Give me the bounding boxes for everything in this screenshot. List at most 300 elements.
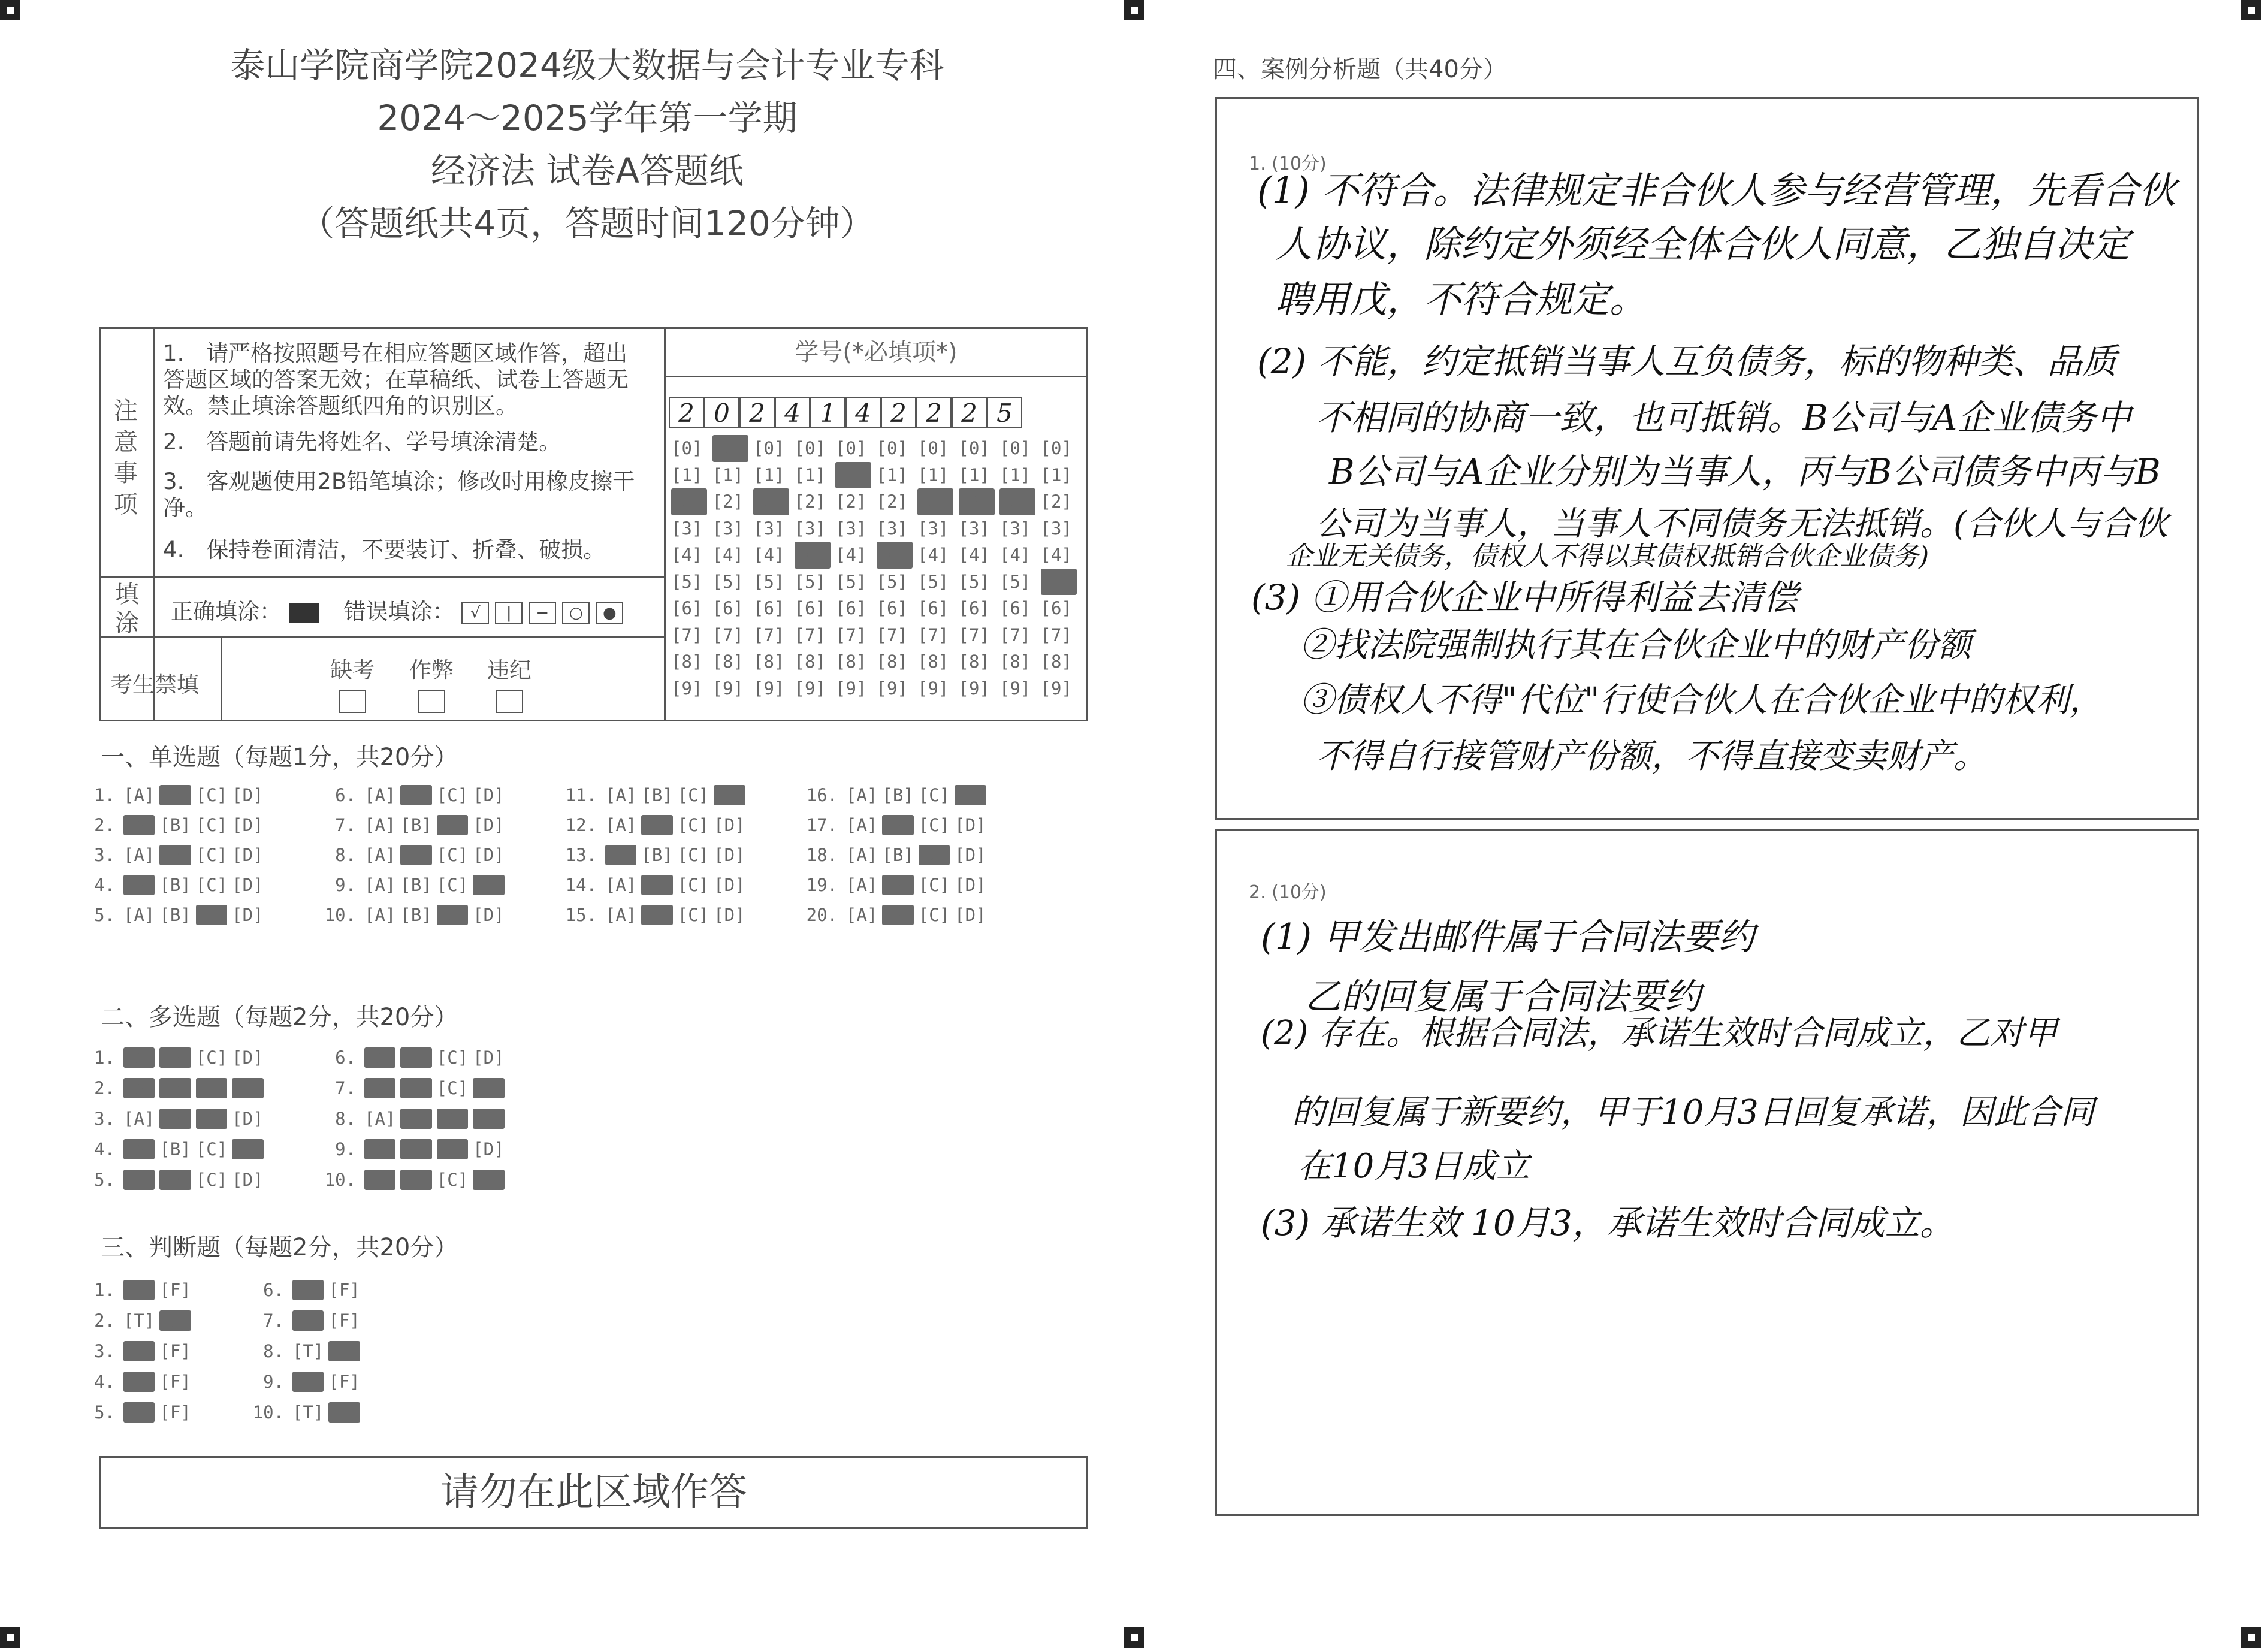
id-bubble[interactable]: [7] [753, 624, 785, 645]
id-bubble[interactable]: [3] [917, 518, 949, 539]
question-number: 11. [565, 785, 597, 805]
id-bubble[interactable]: [6] [671, 598, 703, 618]
option-bubble[interactable]: [C] [436, 1078, 469, 1098]
question-row [78, 815, 268, 835]
question-row [801, 785, 991, 805]
id-bubble[interactable]: [0] [753, 438, 785, 458]
id-bubble[interactable]: [2] [917, 488, 953, 515]
option-bubble[interactable]: [D] [473, 815, 505, 835]
option-bubble[interactable]: [B] [400, 1078, 432, 1098]
id-bubble[interactable]: [0] [958, 438, 990, 458]
question-number: 7. [335, 1078, 356, 1098]
wrong-mark-bar: | [495, 602, 523, 624]
option-bubble[interactable]: [C] [436, 1139, 469, 1159]
question-number: 3. [94, 845, 115, 865]
id-bubble[interactable]: [8] [835, 651, 867, 672]
option-bubble[interactable]: [D] [473, 875, 505, 895]
option-bubble[interactable]: [C] [195, 785, 228, 805]
violation-checkbox [496, 690, 523, 713]
id-bubble[interactable]: [0] [999, 438, 1031, 458]
option-bubble[interactable]: [D] [473, 1047, 505, 1068]
id-bubble[interactable]: [7] [1040, 624, 1072, 645]
option-bubble[interactable]: [A] [605, 845, 637, 865]
question-number: 7. [263, 1310, 284, 1331]
option-bubble[interactable]: [B] [641, 815, 673, 835]
id-bubble[interactable]: [8] [999, 651, 1031, 672]
notice-item-1: 1. 请严格按照题号在相应答题区域作答，超出答题区域的答案无效；在草稿纸、试卷上答题无效。禁止填涂答题纸四角的识别区。 [163, 340, 629, 419]
id-bubble[interactable]: [3] [794, 518, 826, 539]
option-bubble[interactable]: [C] [195, 1139, 228, 1159]
option-bubble[interactable]: [D] [714, 815, 745, 835]
q1-answer-line: 不得自行接管财产份额，不得直接变卖财产。 [1316, 737, 1987, 776]
option-bubble[interactable]: [F] [159, 1402, 191, 1423]
question-number: 8. [263, 1341, 284, 1361]
option-bubble[interactable]: [C] [195, 875, 228, 895]
question-row [319, 875, 509, 895]
option-bubble[interactable]: [T] [292, 1341, 324, 1361]
option-bubble[interactable]: [B] [400, 815, 432, 835]
option-bubble[interactable]: [A] [123, 1170, 155, 1190]
id-bubble[interactable]: [4] [999, 545, 1031, 565]
option-bubble[interactable]: [F] [328, 1402, 360, 1423]
option-bubble[interactable]: [D] [714, 875, 745, 895]
option-bubble[interactable]: [T] [123, 1310, 155, 1331]
student-id-bubble-column [999, 435, 1035, 702]
id-bubble[interactable]: [9] [958, 678, 990, 699]
id-bubble[interactable]: [0] [917, 438, 949, 458]
option-bubble[interactable]: [C] [195, 1078, 228, 1098]
option-bubble[interactable]: [B] [641, 845, 673, 865]
option-bubble[interactable]: [C] [918, 875, 950, 895]
option-bubble[interactable]: [C] [677, 785, 709, 805]
option-bubble[interactable]: [C] [677, 845, 709, 865]
option-bubble[interactable]: [C] [436, 1170, 469, 1190]
option-bubble[interactable]: [B] [159, 1078, 191, 1098]
corner-mark [1124, 0, 1144, 20]
id-bubble[interactable]: [8] [671, 651, 703, 672]
id-bubble[interactable]: [8] [1040, 651, 1072, 672]
option-bubble[interactable]: [B] [159, 1139, 191, 1159]
id-bubble[interactable]: [5] [917, 571, 949, 592]
id-bubble[interactable]: [2] [753, 488, 789, 515]
option-bubble[interactable]: [B] [159, 905, 191, 925]
question-row [78, 875, 268, 895]
option-bubble[interactable]: [B] [159, 785, 191, 805]
id-bubble[interactable]: [2] [835, 491, 867, 512]
option-bubble[interactable]: [B] [882, 875, 914, 895]
question-number: 14. [565, 875, 597, 895]
id-bubble[interactable]: [9] [1040, 678, 1072, 699]
option-bubble[interactable]: [T] [123, 1402, 155, 1423]
id-bubble[interactable]: [1] [753, 464, 785, 485]
option-bubble[interactable]: [D] [473, 785, 505, 805]
wrong-mark-dot: ● [596, 602, 623, 624]
option-bubble[interactable]: [F] [328, 1280, 360, 1300]
id-bubble[interactable]: [3] [712, 518, 744, 539]
question-number: 6. [335, 785, 356, 805]
id-bubble[interactable]: [4] [877, 542, 913, 569]
option-bubble[interactable]: [B] [159, 1170, 191, 1190]
question-row [319, 815, 509, 835]
option-bubble[interactable]: [D] [955, 905, 986, 925]
option-bubble[interactable]: [T] [292, 1402, 324, 1423]
id-bubble[interactable]: [8] [958, 651, 990, 672]
question-row [801, 875, 991, 895]
option-bubble[interactable]: [A] [846, 815, 878, 835]
option-bubble[interactable]: [C] [195, 815, 228, 835]
id-bubble[interactable]: [6] [1040, 598, 1072, 618]
option-bubble[interactable]: [T] [123, 1341, 155, 1361]
id-bubble[interactable]: [3] [753, 518, 785, 539]
option-bubble[interactable]: [A] [846, 785, 878, 805]
question-number: 6. [263, 1280, 284, 1300]
id-bubble[interactable]: [3] [671, 518, 703, 539]
option-bubble[interactable]: [C] [195, 1170, 228, 1190]
question-row [560, 815, 750, 835]
option-bubble[interactable]: [D] [714, 845, 745, 865]
id-bubble[interactable]: [5] [999, 571, 1031, 592]
option-bubble[interactable]: [D] [473, 1170, 505, 1190]
question-number: 20. [806, 905, 838, 925]
id-bubble[interactable]: [7] [794, 624, 826, 645]
id-bubble[interactable]: [8] [753, 651, 785, 672]
id-bubble[interactable]: [3] [1040, 518, 1072, 539]
multi-choice-title: 二、多选题（每题2分，共20分） [101, 1004, 458, 1031]
id-bubble[interactable]: [9] [671, 678, 703, 699]
option-bubble[interactable]: [D] [232, 1109, 264, 1129]
option-bubble[interactable]: [A] [123, 815, 155, 835]
id-bubble[interactable]: [0] [794, 438, 826, 458]
option-bubble[interactable]: [D] [232, 1047, 264, 1068]
id-bubble[interactable]: [2] [1040, 491, 1072, 512]
id-bubble[interactable]: [3] [835, 518, 867, 539]
wrong-mark-dash: − [529, 602, 556, 624]
question-row [247, 1372, 365, 1392]
option-bubble[interactable]: [D] [473, 905, 505, 925]
option-bubble[interactable]: [B] [400, 1139, 432, 1159]
id-bubble[interactable]: [1] [999, 464, 1031, 485]
id-bubble[interactable]: [6] [712, 598, 744, 618]
question-number: 5. [94, 1170, 115, 1190]
id-bubble[interactable]: [9] [753, 678, 785, 699]
option-bubble[interactable]: [C] [677, 905, 709, 925]
option-bubble[interactable]: [D] [955, 845, 986, 865]
option-bubble[interactable]: [B] [400, 1047, 432, 1068]
option-bubble[interactable]: [C] [195, 1109, 228, 1129]
id-bubble[interactable]: [3] [876, 518, 908, 539]
option-bubble[interactable]: [B] [400, 905, 432, 925]
option-bubble[interactable]: [T] [292, 1372, 324, 1392]
id-bubble[interactable]: [7] [917, 624, 949, 645]
id-bubble[interactable]: [6] [794, 598, 826, 618]
option-bubble[interactable]: [D] [473, 845, 505, 865]
id-bubble[interactable]: [6] [917, 598, 949, 618]
question-number: 2. [94, 815, 115, 835]
question-row [78, 1310, 196, 1331]
student-id-bubble-column [1041, 435, 1077, 702]
id-bubble[interactable]: [4] [958, 545, 990, 565]
id-bubble[interactable]: [6] [835, 598, 867, 618]
id-bubble[interactable]: [0] [1040, 438, 1072, 458]
id-bubble[interactable]: [1] [1040, 464, 1072, 485]
id-bubble[interactable]: [1] [712, 464, 744, 485]
option-bubble[interactable]: [B] [400, 875, 432, 895]
id-bubble[interactable]: [7] [712, 624, 744, 645]
id-bubble[interactable]: [5] [835, 571, 867, 592]
option-bubble[interactable]: [A] [605, 785, 637, 805]
option-bubble[interactable]: [F] [159, 1310, 191, 1331]
id-bubble[interactable]: [1] [917, 464, 949, 485]
id-bubble[interactable]: [7] [876, 624, 908, 645]
id-bubble[interactable]: [2] [794, 491, 826, 512]
option-bubble[interactable]: [D] [232, 815, 264, 835]
id-bubble[interactable]: [6] [999, 598, 1031, 618]
question-number: 9. [263, 1372, 284, 1392]
option-bubble[interactable]: [B] [400, 845, 432, 865]
id-bubble[interactable]: [6] [753, 598, 785, 618]
id-bubble[interactable]: [8] [712, 651, 744, 672]
id-bubble[interactable]: [7] [835, 624, 867, 645]
id-bubble[interactable]: [9] [794, 678, 826, 699]
option-bubble[interactable]: [A] [364, 1170, 396, 1190]
option-bubble[interactable]: [A] [364, 785, 396, 805]
option-bubble[interactable]: [C] [436, 785, 469, 805]
option-bubble[interactable]: [F] [159, 1280, 191, 1300]
option-bubble[interactable]: [T] [123, 1372, 155, 1392]
option-bubble[interactable]: [A] [123, 1047, 155, 1068]
question-row [560, 875, 750, 895]
option-bubble[interactable]: [A] [364, 905, 396, 925]
student-id-digit: 4 [775, 397, 810, 428]
id-bubble[interactable]: [5] [712, 571, 744, 592]
option-bubble[interactable]: [A] [605, 905, 637, 925]
option-bubble[interactable]: [D] [473, 1078, 505, 1098]
option-bubble[interactable]: [C] [436, 815, 469, 835]
id-bubble[interactable]: [9] [917, 678, 949, 699]
option-bubble[interactable]: [A] [123, 875, 155, 895]
option-bubble[interactable]: [A] [123, 845, 155, 865]
option-bubble[interactable]: [F] [159, 1372, 191, 1392]
id-bubble[interactable]: [2] [999, 488, 1035, 515]
option-bubble[interactable]: [T] [292, 1280, 324, 1300]
id-bubble[interactable]: [1] [794, 464, 826, 485]
option-bubble[interactable]: [D] [232, 845, 264, 865]
option-bubble[interactable]: [B] [400, 1109, 432, 1129]
option-bubble[interactable]: [A] [605, 875, 637, 895]
option-bubble[interactable]: [D] [232, 1170, 264, 1190]
option-bubble[interactable]: [B] [641, 785, 673, 805]
wrong-mark-circle: ○ [562, 602, 590, 624]
option-bubble[interactable]: [A] [123, 785, 155, 805]
option-bubble[interactable]: [B] [882, 785, 914, 805]
option-bubble[interactable]: [D] [955, 815, 986, 835]
id-bubble[interactable]: [6] [876, 598, 908, 618]
id-bubble[interactable]: [8] [794, 651, 826, 672]
option-bubble[interactable]: [D] [473, 1109, 505, 1129]
option-bubble[interactable]: [F] [159, 1341, 191, 1361]
id-bubble[interactable]: [7] [671, 624, 703, 645]
option-bubble[interactable]: [A] [364, 1047, 396, 1068]
q2-answer-line: (2) 存在。根据合同法，承诺生效时合同成立，乙对甲 [1261, 1014, 2058, 1053]
id-bubble[interactable]: [5] [794, 571, 826, 592]
header-line-4: （答题纸共4页，答题时间120分钟） [300, 203, 875, 244]
id-bubble[interactable]: [4] [753, 545, 785, 565]
id-bubble[interactable]: [4] [835, 545, 867, 565]
id-bubble[interactable]: [5] [876, 571, 908, 592]
option-bubble[interactable]: [C] [436, 875, 469, 895]
id-bubble[interactable]: [7] [958, 624, 990, 645]
id-bubble[interactable]: [8] [876, 651, 908, 672]
option-bubble[interactable]: [B] [159, 1047, 191, 1068]
id-bubble[interactable]: [3] [999, 518, 1031, 539]
forbidden-label: 考生禁填 [110, 672, 199, 697]
option-bubble[interactable]: [B] [400, 785, 432, 805]
id-bubble[interactable]: [9] [999, 678, 1031, 699]
option-bubble[interactable]: [D] [232, 1078, 264, 1098]
student-id-digit: 4 [845, 397, 881, 428]
option-bubble[interactable]: [D] [714, 785, 745, 805]
option-bubble[interactable]: [F] [328, 1310, 360, 1331]
option-bubble[interactable]: [B] [159, 875, 191, 895]
id-bubble[interactable]: [3] [958, 518, 990, 539]
question-row [247, 1310, 365, 1331]
q1-answer-line: 公司为当事人，当事人不同债务无法抵销。(合伙人与合伙 [1316, 505, 2168, 543]
option-bubble[interactable]: [C] [436, 1109, 469, 1129]
option-bubble[interactable]: [D] [232, 875, 264, 895]
id-bubble[interactable]: [0] [712, 435, 748, 462]
student-id-digits [669, 397, 1022, 428]
header-line-1: 泰山学院商学院2024级大数据与会计专业专科 [230, 45, 944, 86]
id-bubble[interactable]: [9] [835, 678, 867, 699]
id-bubble[interactable]: [5] [958, 571, 990, 592]
option-bubble[interactable]: [C] [195, 845, 228, 865]
option-bubble[interactable]: [F] [328, 1372, 360, 1392]
id-bubble[interactable]: [9] [876, 678, 908, 699]
id-bubble[interactable]: [0] [835, 438, 867, 458]
option-bubble[interactable]: [A] [605, 815, 637, 835]
option-bubble[interactable]: [F] [328, 1341, 360, 1361]
id-bubble[interactable]: [4] [712, 545, 744, 565]
option-bubble[interactable]: [C] [436, 1047, 469, 1068]
no-answer-zone: 请勿在此区域作答 [99, 1456, 1088, 1529]
q1-answer-line: (2) 不能，约定抵销当事人互负债务，标的物种类、品质 [1257, 341, 2117, 382]
option-bubble[interactable]: [D] [232, 785, 264, 805]
id-bubble[interactable]: [4] [671, 545, 703, 565]
id-bubble[interactable]: [9] [712, 678, 744, 699]
option-bubble[interactable]: [C] [195, 1047, 228, 1068]
option-bubble[interactable]: [T] [292, 1310, 324, 1331]
option-bubble[interactable]: [C] [195, 905, 228, 925]
question-row [319, 845, 509, 865]
option-bubble[interactable]: [A] [364, 1078, 396, 1098]
id-bubble[interactable]: [4] [795, 542, 831, 569]
option-bubble[interactable]: [B] [882, 845, 914, 865]
id-bubble[interactable]: [1] [876, 464, 908, 485]
question-number: 10. [252, 1402, 284, 1423]
id-bubble[interactable]: [0] [876, 438, 908, 458]
option-bubble[interactable]: [D] [955, 785, 986, 805]
option-bubble[interactable]: [B] [159, 1109, 191, 1129]
id-bubble[interactable]: [4] [1040, 545, 1072, 565]
id-bubble[interactable]: [8] [917, 651, 949, 672]
id-bubble[interactable]: [2] [712, 491, 744, 512]
id-bubble[interactable]: [0] [671, 438, 703, 458]
option-bubble[interactable]: [A] [123, 905, 155, 925]
option-bubble[interactable]: [B] [159, 845, 191, 865]
option-bubble[interactable]: [A] [364, 845, 396, 865]
id-bubble[interactable]: [6] [958, 598, 990, 618]
id-bubble[interactable]: [2] [671, 488, 707, 515]
student-id-digit: 5 [987, 397, 1022, 428]
option-bubble[interactable]: [D] [714, 905, 745, 925]
option-bubble[interactable]: [A] [123, 1139, 155, 1159]
option-bubble[interactable]: [A] [846, 905, 878, 925]
question-number: 1. [94, 1280, 115, 1300]
id-bubble[interactable]: [5] [671, 571, 703, 592]
option-bubble[interactable]: [A] [364, 1109, 396, 1129]
option-bubble[interactable]: [C] [436, 905, 469, 925]
option-bubble[interactable]: [B] [159, 815, 191, 835]
question-number: 5. [94, 905, 115, 925]
option-bubble[interactable]: [C] [918, 845, 950, 865]
option-bubble[interactable]: [C] [677, 875, 709, 895]
id-bubble[interactable]: [1] [671, 464, 703, 485]
option-bubble[interactable]: [B] [882, 905, 914, 925]
id-bubble[interactable]: [2] [876, 491, 908, 512]
id-bubble[interactable]: [1] [835, 462, 871, 489]
option-bubble[interactable]: [A] [846, 845, 878, 865]
question-number: 1. [94, 785, 115, 805]
question-row [78, 845, 268, 865]
option-bubble[interactable]: [B] [641, 905, 673, 925]
option-bubble[interactable]: [C] [918, 785, 950, 805]
option-bubble[interactable]: [A] [364, 815, 396, 835]
option-bubble[interactable]: [A] [364, 1139, 396, 1159]
option-bubble[interactable]: [C] [918, 905, 950, 925]
id-bubble[interactable]: [2] [959, 488, 995, 515]
option-bubble[interactable]: [A] [364, 875, 396, 895]
option-bubble[interactable]: [T] [123, 1280, 155, 1300]
student-id-bubble-column [917, 435, 953, 702]
student-id-bubble-column [795, 435, 831, 702]
option-bubble[interactable]: [A] [846, 875, 878, 895]
notice-item-3: 3. 客观题使用2B铅笔填涂；修改时用橡皮擦干净。 [163, 469, 635, 521]
id-bubble[interactable]: [5] [753, 571, 785, 592]
option-bubble[interactable]: [B] [882, 815, 914, 835]
option-bubble[interactable]: [C] [918, 815, 950, 835]
id-bubble[interactable]: [1] [958, 464, 990, 485]
option-bubble[interactable]: [B] [641, 875, 673, 895]
question-number: 4. [94, 875, 115, 895]
question-row [78, 1109, 268, 1129]
option-bubble[interactable]: [D] [955, 875, 986, 895]
question-row [78, 1047, 268, 1068]
option-bubble[interactable]: [C] [677, 815, 709, 835]
option-bubble[interactable]: [B] [400, 1170, 432, 1190]
id-bubble[interactable]: [5] [1041, 569, 1077, 596]
option-bubble[interactable]: [C] [436, 845, 469, 865]
option-bubble[interactable]: [D] [232, 905, 264, 925]
option-bubble[interactable]: [D] [232, 1139, 264, 1159]
id-bubble[interactable]: [7] [999, 624, 1031, 645]
question-number: 5. [94, 1402, 115, 1423]
option-bubble[interactable]: [A] [123, 1078, 155, 1098]
option-bubble[interactable]: [D] [473, 1139, 505, 1159]
option-bubble[interactable]: [A] [123, 1109, 155, 1129]
id-bubble[interactable]: [4] [917, 545, 949, 565]
correct-fill-label: 正确填涂： [171, 599, 282, 624]
question-number: 6. [335, 1047, 356, 1068]
